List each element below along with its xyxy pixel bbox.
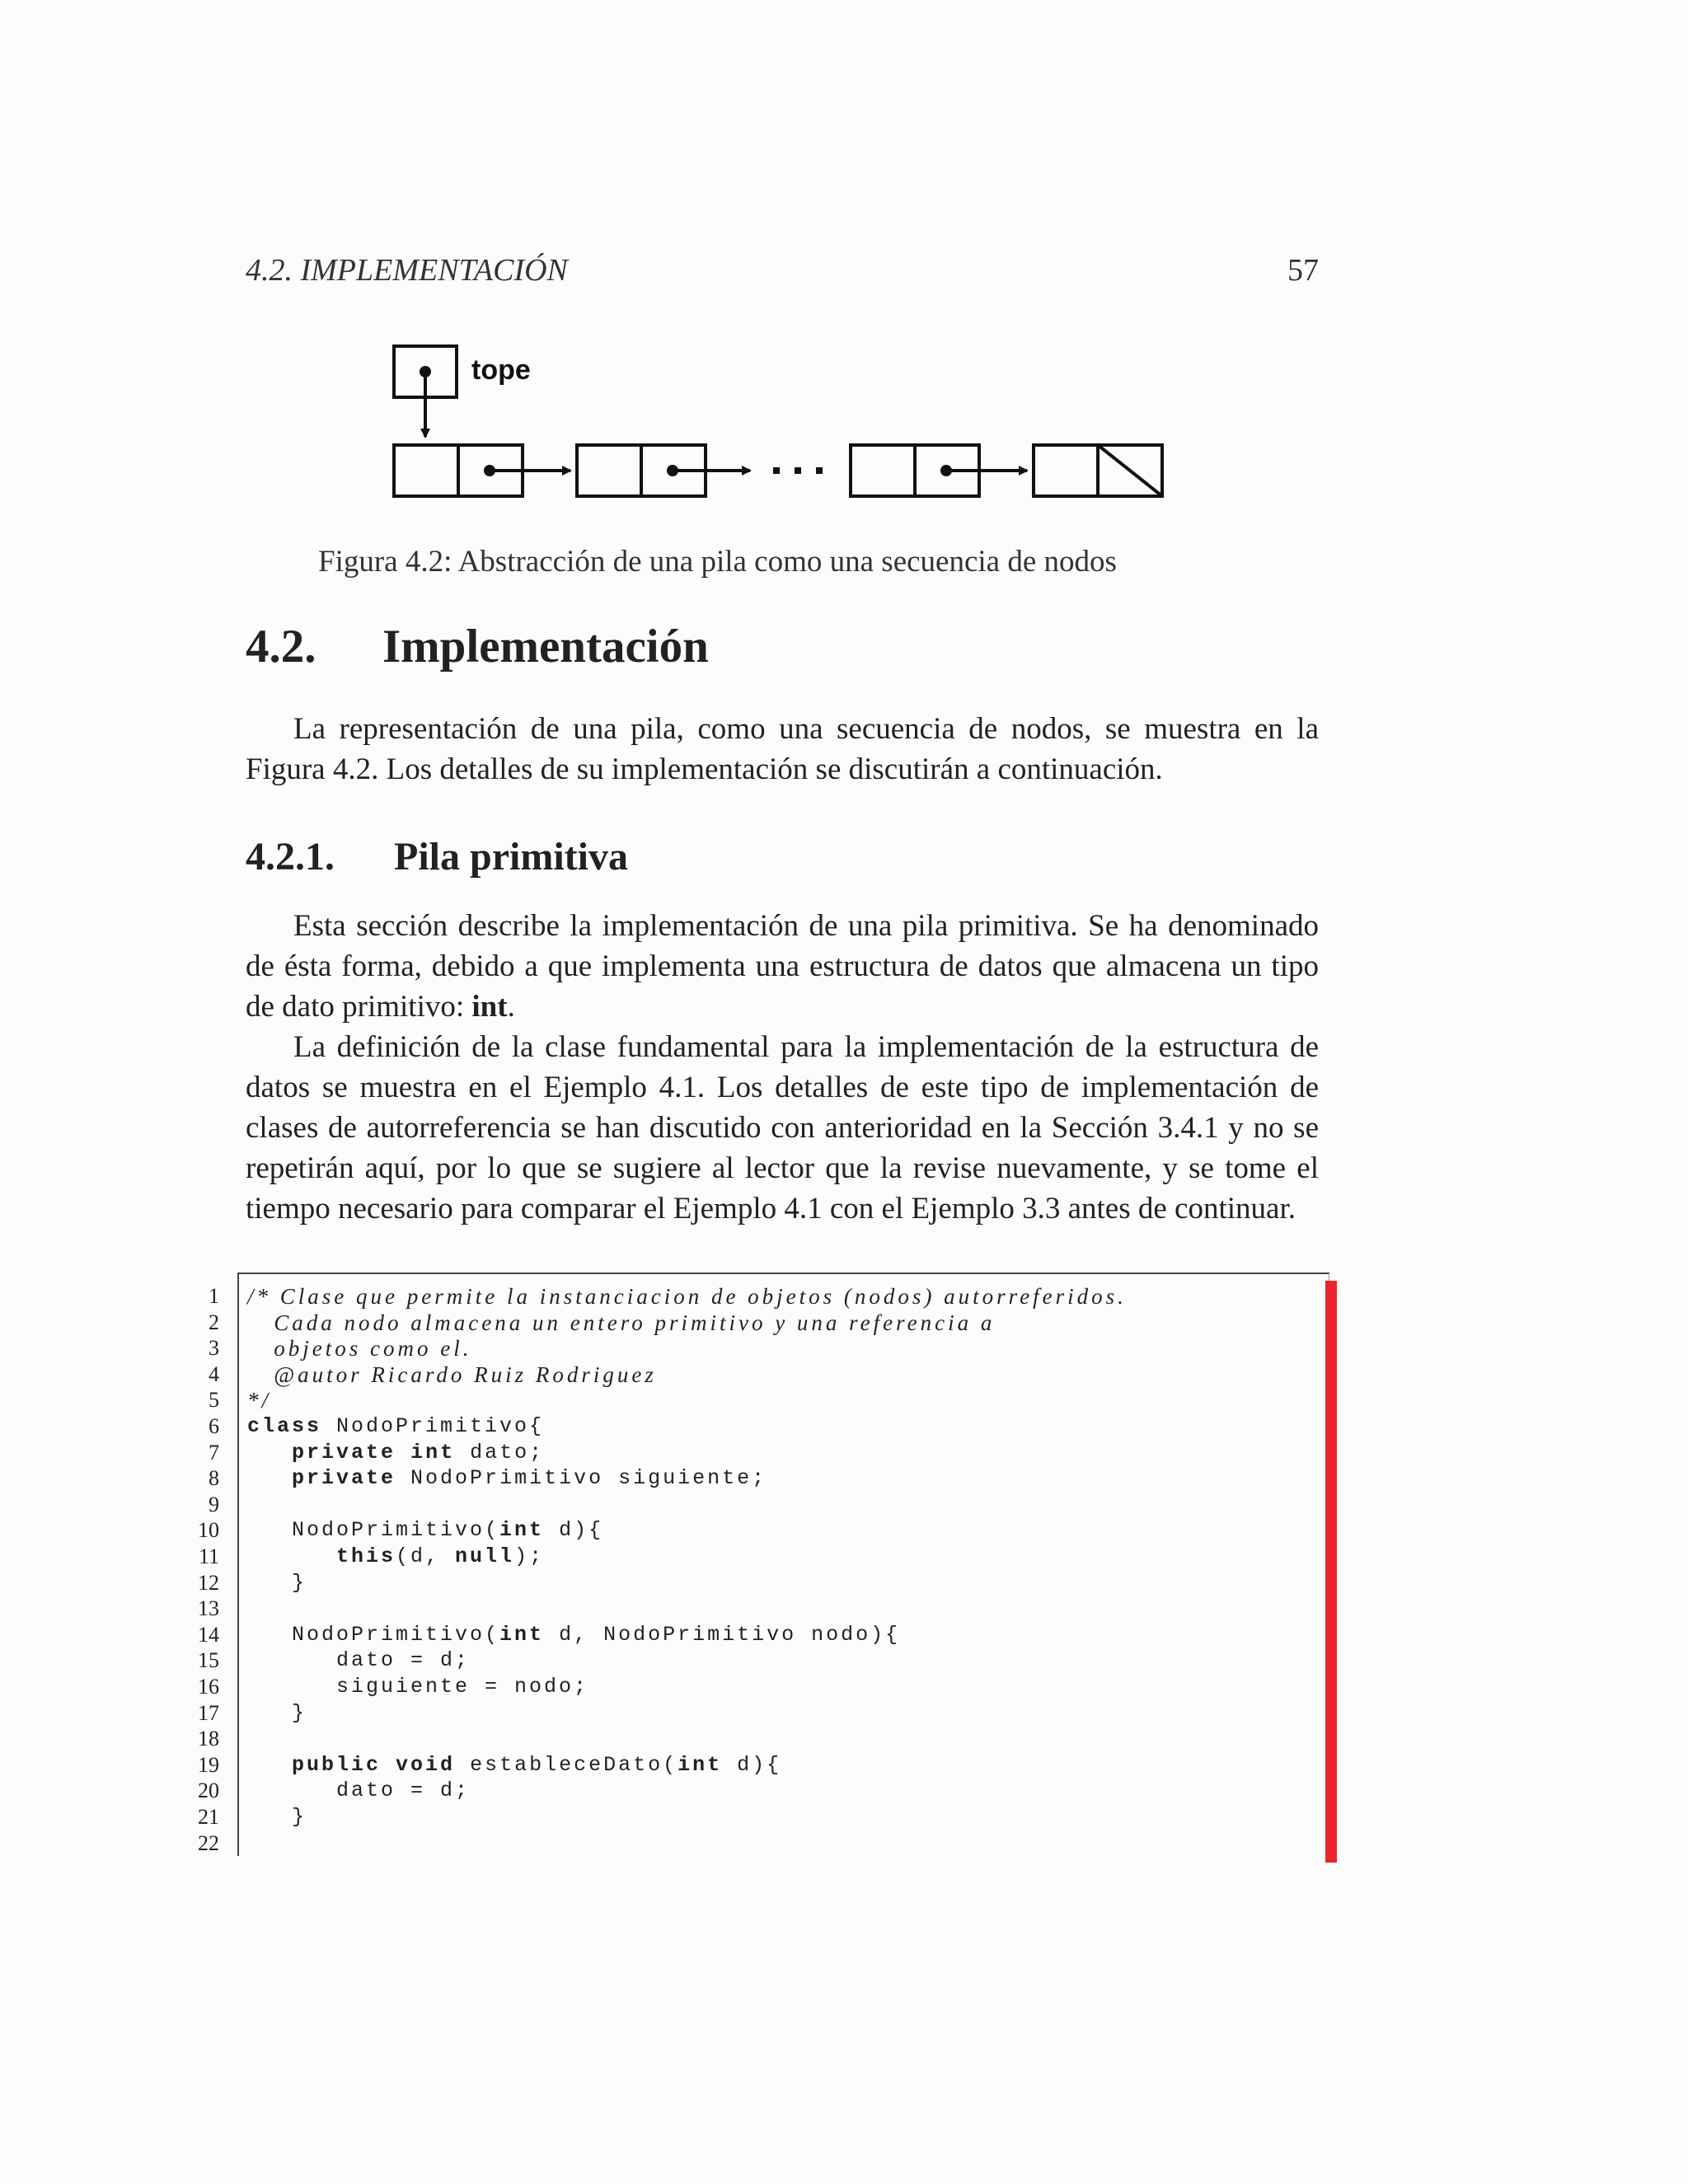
line-number: 3 <box>209 1336 219 1361</box>
code-line <box>165 1779 471 1804</box>
line-number: 12 <box>198 1570 219 1595</box>
subsection-number: 4.2.1. <box>246 835 335 879</box>
code-line <box>165 1414 545 1440</box>
paragraph-text: La definición de la clase fundamental para la implementación de la estructura de datos se muestra en el Ejemplo 4.1. Los detalles de este tipo de implementación de clases de autorreferencia se han discutido con anterioridad en la Sección 3.4.1 y no se repetirán aquí, por lo que se sugiere al lector que la revise nuevamente, y se tome el tiempo necesario para comparar el Ejemplo 4.1 con el Ejemplo 3.3 antes de continuar. <box>246 1030 1319 1226</box>
node-2 <box>577 445 750 496</box>
line-number: 11 <box>198 1544 219 1568</box>
code-line <box>165 1284 1127 1310</box>
code-text: private int dato; <box>292 1440 545 1465</box>
section-title: Implementación <box>382 621 709 673</box>
node-n-1 <box>851 445 1027 496</box>
code-line <box>165 1493 219 1518</box>
intro-text: La representación de una pila, como una secuencia de nodos, se muestra en la Figura 4.2. Los detalles de su implementación se discutirán a continuación. <box>246 712 1319 786</box>
line-number: 5 <box>209 1388 219 1413</box>
subsection-heading <box>246 834 628 879</box>
code-text: objetos como el. <box>247 1336 472 1361</box>
code-line <box>165 1518 604 1544</box>
code-text: @autor Ricardo Ruiz Rodriguez <box>247 1361 657 1387</box>
code-text: public void estableceDato(int d){ <box>292 1752 782 1777</box>
code-text: this(d, null); <box>336 1544 545 1568</box>
line-number: 1 <box>209 1284 219 1308</box>
code-text: /* Clase que permite la instanciacion de objetos (nodos) autorreferidos. <box>247 1284 1127 1309</box>
code-text: siguiente = nodo; <box>247 1675 589 1699</box>
line-number: 18 <box>198 1727 219 1751</box>
line-number: 6 <box>209 1414 219 1438</box>
code-text: class NodoPrimitivo{ <box>247 1414 545 1438</box>
code-line <box>165 1622 901 1648</box>
figure-caption: Figura 4.2: Abstracción de una pila como una secuencia de nodos <box>318 545 1117 579</box>
paragraph-end: . <box>507 990 515 1024</box>
code-text: } <box>247 1805 307 1829</box>
page-number: 57 <box>1287 253 1319 288</box>
line-number: 2 <box>209 1310 219 1334</box>
code-line <box>165 1440 545 1466</box>
line-number: 21 <box>198 1805 219 1829</box>
code-line <box>165 1831 219 1857</box>
line-number: 8 <box>209 1466 219 1491</box>
node-1 <box>394 445 570 496</box>
code-text: */ <box>247 1388 272 1413</box>
code-line <box>165 1570 307 1596</box>
line-number: 20 <box>198 1779 219 1803</box>
top-pointer-box <box>394 346 457 437</box>
code-text: } <box>247 1700 307 1725</box>
code-line <box>165 1727 219 1752</box>
paragraph-text: Esta sección describe la implementación de una pila primitiva. Se ha denominado de ésta forma, debido a que implementa una estructura de datos que almacena un tipo de dato primitivo: <box>246 909 1319 1024</box>
line-number: 4 <box>209 1361 219 1386</box>
intro-paragraph <box>246 709 1319 790</box>
subsection-title: Pila primitiva <box>394 835 628 879</box>
line-number: 10 <box>198 1518 219 1543</box>
line-number: 19 <box>198 1752 219 1777</box>
code-line <box>165 1544 545 1570</box>
code-line <box>165 1675 589 1700</box>
paragraph-class-definition <box>246 1027 1319 1229</box>
line-number: 22 <box>198 1830 219 1855</box>
code-line <box>165 1805 307 1830</box>
code-line <box>165 1310 996 1336</box>
code-text: NodoPrimitivo(int d, NodoPrimitivo nodo){ <box>247 1622 901 1647</box>
code-line <box>165 1466 767 1492</box>
line-number: 17 <box>198 1700 219 1725</box>
line-number: 7 <box>209 1440 219 1465</box>
ellipsis-dots <box>773 467 823 474</box>
code-text: Cada nodo almacena un entero primitivo y una referencia a <box>247 1310 996 1335</box>
code-text: NodoPrimitivo(int d){ <box>247 1518 604 1543</box>
line-number: 15 <box>198 1648 219 1673</box>
code-text: private NodoPrimitivo siguiente; <box>292 1466 767 1491</box>
line-number: 13 <box>198 1596 219 1621</box>
stack-diagram <box>379 338 1187 511</box>
code-line <box>165 1596 219 1622</box>
code-line <box>165 1388 272 1413</box>
running-header <box>246 252 1319 288</box>
code-line <box>165 1752 782 1779</box>
code-text: dato = d; <box>247 1779 471 1803</box>
section-heading <box>246 620 709 673</box>
code-text: dato = d; <box>247 1648 471 1673</box>
keyword-int: int <box>471 990 508 1024</box>
code-line <box>165 1361 657 1388</box>
top-label: tope <box>471 354 531 386</box>
code-text: } <box>247 1570 307 1595</box>
paragraph-primitive-stack <box>246 906 1319 1027</box>
code-line <box>165 1336 472 1361</box>
line-number: 16 <box>198 1675 219 1699</box>
section-number: 4.2. <box>246 621 316 673</box>
node-last-null <box>1034 445 1162 496</box>
line-number: 14 <box>198 1622 219 1647</box>
code-line <box>165 1648 471 1674</box>
code-line <box>165 1700 307 1727</box>
red-margin-bar <box>1325 1281 1337 1863</box>
line-number: 9 <box>209 1492 219 1516</box>
header-section: 4.2. IMPLEMENTACIÓN <box>246 253 568 288</box>
